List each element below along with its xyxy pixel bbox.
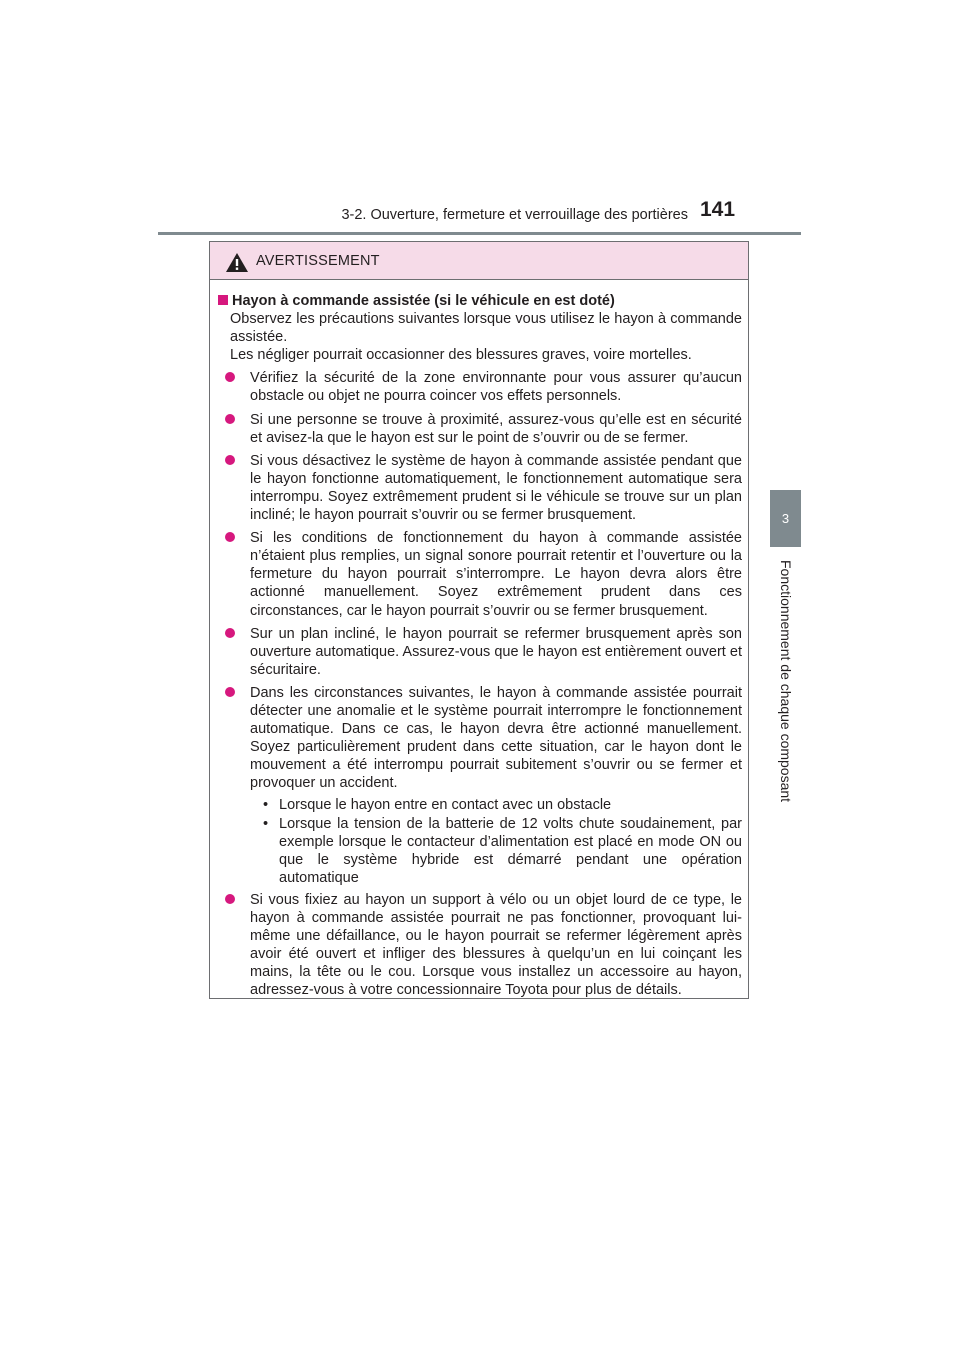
list-item [218, 452, 742, 524]
section-heading-text: Hayon à commande assistée (si le véhicule en est doté) [232, 293, 615, 309]
list-item [218, 411, 742, 447]
square-bullet-icon [218, 295, 228, 305]
bullet-dot-icon [225, 894, 235, 904]
chapter-tab-number: 3 [781, 511, 790, 526]
list-item-text: Sur un plan incliné, le hayon pourrait se refermer brusquement après son ouverture automatique. Assurez-vous que le hayon est entièrement ouvert et sécuritaire. [250, 625, 742, 678]
bullet-dot-icon [225, 414, 235, 424]
warning-title: AVERTISSEMENT [256, 252, 380, 269]
list-item-text: Si une personne se trouve à proximité, assurez-vous qu’elle est en sécurité et avisez-la que le hayon est sur le point de s’ouvrir ou de se fermer. [250, 411, 742, 446]
bullet-dot-icon [225, 455, 235, 465]
bullet-dot-icon [225, 628, 235, 638]
warning-body [210, 280, 748, 999]
chapter-title: Fonctionnement de chaque composant [778, 560, 794, 803]
page-number: 141 [700, 198, 736, 221]
running-header-section: 3-2. Ouverture, fermeture et verrouillage des portières [341, 207, 688, 223]
warning-header [210, 242, 748, 280]
sub-list-item-text: Lorsque la tension de la batterie de 12 volts chute soudainement, par exemple lorsque le contacteur d’alimentation est placé en mode ON ou que le système hybride est démarré pendant une opération automatique [279, 815, 742, 886]
sub-list [250, 796, 742, 886]
bullet-dot-icon [225, 372, 235, 382]
section-heading [218, 292, 742, 310]
intro-text [218, 310, 742, 364]
chapter-tab [770, 490, 801, 547]
header-rule [158, 232, 801, 235]
list-item-text: Si vous désactivez le système de hayon à commande assistée pendant que le hayon fonctionne automatiquement, le fonctionnement automatique sera interrompu. Soyez extrêmement prudent si le véhicule se trouve sur un plan incliné; le hayon pourrait s’ouvrir ou se fermer brusquement. [250, 452, 742, 524]
sub-list-item [250, 796, 742, 814]
list-item-text: Si vous fixiez au hayon un support à vélo ou un objet lourd de ce type, le hayon à commande assistée pourrait ne pas fonctionner, provoquant lui-même une défaillance, ou le hayon pourrait se refermer légèrement après avoir été ouvert et infliger des blessures à quelqu’un en lui coinçant les mains, la tête ou le cou. Lorsque vous installez un accessoire au hayon, adressez-vous à votre concessionnaire Toyota pour plus de détails. [250, 891, 742, 999]
sub-bullet-icon: • [263, 797, 269, 814]
list-item-text: Dans les circonstances suivantes, le hayon à commande assistée pourrait détecter une anomalie et le système pourrait interrompre le fonctionnement automatique. Dans ce cas, le hayon devra être actionné manuellement. Soyez particulièrement prudent dans cette situation, car le hayon dont le mouvement a été interrompu pourrait subitement s’ouvrir ou se fermer et provoquer un accident. [250, 684, 742, 792]
list-item [218, 684, 742, 888]
warning-triangle-icon [226, 253, 248, 272]
warning-box [209, 241, 749, 999]
sub-list-item [250, 815, 742, 887]
list-item-text: Si les conditions de fonctionnement du hayon à commande assistée n’étaient plus remplies, un signal sonore pourrait retentir et l’ouverture ou la fermeture du hayon pourrait s’interrompre. Le hayon devra alors être actionné manuellement. Soyez extrêmement prudent dans ces circonstances, car le hayon pourrait s’ouvrir ou se fermer brusquement. [250, 530, 742, 619]
intro-line: Les négliger pourrait occasionner des blessures graves, voire mortelles. [230, 347, 692, 364]
list-item [218, 369, 742, 405]
sub-bullet-icon: • [263, 815, 269, 832]
intro-line: Observez les précautions suivantes lorsque vous utilisez le hayon à commande assistée. [230, 311, 742, 346]
bullet-dot-icon [225, 687, 235, 697]
bullet-dot-icon [225, 532, 235, 542]
list-item [218, 625, 742, 679]
sub-list-item-text: Lorsque le hayon entre en contact avec un obstacle [279, 797, 612, 814]
list-item [218, 891, 742, 1000]
list-item-text: Vérifiez la sécurité de la zone environnante pour vous assurer qu’aucun obstacle ou objet ne pourra coincer vos effets personnels. [250, 370, 742, 405]
list-item [218, 529, 742, 619]
